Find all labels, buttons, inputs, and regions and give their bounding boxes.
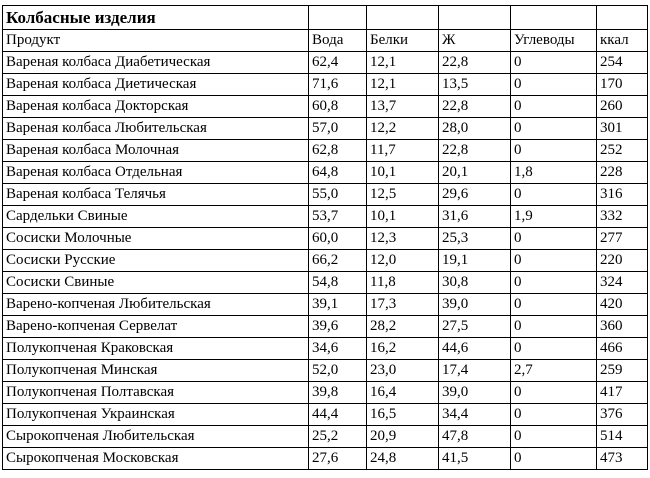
cell-water: 60,8 [309, 96, 367, 118]
cell-product: Вареная колбаса Диетическая [3, 74, 309, 96]
cell-product: Варено-копченая Любительская [3, 294, 309, 316]
cell-product: Вареная колбаса Любительская [3, 118, 309, 140]
cell-water: 60,0 [309, 228, 367, 250]
cell-protein: 11,7 [367, 140, 439, 162]
cell-kcal: 301 [597, 118, 648, 140]
cell-water: 55,0 [309, 184, 367, 206]
cell-water: 71,6 [309, 74, 367, 96]
cell-product: Сырокопченая Любительская [3, 426, 309, 448]
cell-carbs: 1,8 [511, 162, 597, 184]
cell-fat: 28,0 [439, 118, 511, 140]
table-row [3, 96, 648, 118]
cell-kcal: 228 [597, 162, 648, 184]
cell-protein: 11,8 [367, 272, 439, 294]
cell-protein: 16,2 [367, 338, 439, 360]
cell-water: 54,8 [309, 272, 367, 294]
cell-carbs: 0 [511, 294, 597, 316]
cell-product: Полукопченая Полтавская [3, 382, 309, 404]
cell-carbs: 0 [511, 272, 597, 294]
table-body [3, 6, 648, 470]
cell-fat: 39,0 [439, 294, 511, 316]
cell-water: 53,7 [309, 206, 367, 228]
cell-fat: 44,6 [439, 338, 511, 360]
cell-protein: 12,5 [367, 184, 439, 206]
cell-carbs: 0 [511, 96, 597, 118]
cell-fat: 27,5 [439, 316, 511, 338]
table-row [3, 338, 648, 360]
cell-kcal: 260 [597, 96, 648, 118]
cell-kcal: 376 [597, 404, 648, 426]
cell-carbs: 0 [511, 118, 597, 140]
cell-carbs: 0 [511, 338, 597, 360]
table-row [3, 52, 648, 74]
header-fat: Ж [439, 30, 511, 52]
cell-water: 39,6 [309, 316, 367, 338]
header-product: Продукт [3, 30, 309, 52]
cell-carbs: 0 [511, 382, 597, 404]
cell-kcal: 220 [597, 250, 648, 272]
cell-carbs: 0 [511, 404, 597, 426]
table-row [3, 294, 648, 316]
table-row [3, 426, 648, 448]
cell-product: Варено-копченая Сервелат [3, 316, 309, 338]
cell-fat: 22,8 [439, 52, 511, 74]
cell-carbs: 0 [511, 74, 597, 96]
table-row [3, 272, 648, 294]
cell-kcal: 360 [597, 316, 648, 338]
cell-protein: 23,0 [367, 360, 439, 382]
header-row [3, 30, 648, 52]
cell-carbs: 0 [511, 426, 597, 448]
cell-fat: 22,8 [439, 140, 511, 162]
cell-product: Сырокопченая Московская [3, 448, 309, 470]
cell-protein: 12,3 [367, 228, 439, 250]
table-row [3, 316, 648, 338]
cell-carbs: 0 [511, 250, 597, 272]
cell-product: Сосиски Молочные [3, 228, 309, 250]
cell-carbs: 1,9 [511, 206, 597, 228]
cell-carbs: 0 [511, 228, 597, 250]
table-title: Колбасные изделия [3, 6, 309, 30]
cell-water: 52,0 [309, 360, 367, 382]
cell-protein: 12,0 [367, 250, 439, 272]
cell-water: 62,8 [309, 140, 367, 162]
cell-water: 57,0 [309, 118, 367, 140]
cell-protein: 12,1 [367, 74, 439, 96]
cell-kcal: 170 [597, 74, 648, 96]
cell-fat: 25,3 [439, 228, 511, 250]
cell-product: Вареная колбаса Диабетическая [3, 52, 309, 74]
cell-water: 39,8 [309, 382, 367, 404]
cell-carbs: 0 [511, 140, 597, 162]
cell-kcal: 277 [597, 228, 648, 250]
table-row [3, 404, 648, 426]
cell-fat: 13,5 [439, 74, 511, 96]
cell-product: Вареная колбаса Докторская [3, 96, 309, 118]
empty-cell [511, 6, 597, 30]
cell-product: Сардельки Свиные [3, 206, 309, 228]
cell-kcal: 324 [597, 272, 648, 294]
empty-cell [439, 6, 511, 30]
table-row [3, 382, 648, 404]
cell-kcal: 259 [597, 360, 648, 382]
cell-protein: 12,2 [367, 118, 439, 140]
cell-fat: 30,8 [439, 272, 511, 294]
cell-fat: 39,0 [439, 382, 511, 404]
cell-fat: 17,4 [439, 360, 511, 382]
cell-water: 25,2 [309, 426, 367, 448]
cell-protein: 12,1 [367, 52, 439, 74]
cell-product: Вареная колбаса Телячья [3, 184, 309, 206]
table-row [3, 228, 648, 250]
cell-fat: 47,8 [439, 426, 511, 448]
cell-water: 39,1 [309, 294, 367, 316]
header-kcal: ккал [597, 30, 648, 52]
cell-protein: 16,5 [367, 404, 439, 426]
cell-water: 64,8 [309, 162, 367, 184]
cell-carbs: 0 [511, 448, 597, 470]
cell-kcal: 252 [597, 140, 648, 162]
cell-carbs: 2,7 [511, 360, 597, 382]
cell-protein: 10,1 [367, 206, 439, 228]
cell-kcal: 466 [597, 338, 648, 360]
cell-protein: 20,9 [367, 426, 439, 448]
cell-kcal: 254 [597, 52, 648, 74]
cell-kcal: 473 [597, 448, 648, 470]
cell-product: Полукопченая Минская [3, 360, 309, 382]
table-row [3, 448, 648, 470]
cell-product: Вареная колбаса Отдельная [3, 162, 309, 184]
empty-cell [597, 6, 648, 30]
cell-fat: 29,6 [439, 184, 511, 206]
table-row [3, 184, 648, 206]
cell-fat: 19,1 [439, 250, 511, 272]
table-row [3, 162, 648, 184]
table-row [3, 74, 648, 96]
cell-water: 66,2 [309, 250, 367, 272]
cell-fat: 34,4 [439, 404, 511, 426]
cell-product: Полукопченая Краковская [3, 338, 309, 360]
nutrition-table [2, 5, 648, 470]
cell-protein: 17,3 [367, 294, 439, 316]
cell-protein: 28,2 [367, 316, 439, 338]
cell-carbs: 0 [511, 184, 597, 206]
table-row [3, 250, 648, 272]
cell-fat: 31,6 [439, 206, 511, 228]
cell-kcal: 417 [597, 382, 648, 404]
table-row [3, 206, 648, 228]
table-row [3, 360, 648, 382]
table-row [3, 140, 648, 162]
cell-fat: 20,1 [439, 162, 511, 184]
cell-protein: 24,8 [367, 448, 439, 470]
header-water: Вода [309, 30, 367, 52]
cell-product: Сосиски Свиные [3, 272, 309, 294]
cell-fat: 22,8 [439, 96, 511, 118]
cell-product: Полукопченая Украинская [3, 404, 309, 426]
header-carbs: Углеводы [511, 30, 597, 52]
cell-water: 27,6 [309, 448, 367, 470]
cell-protein: 16,4 [367, 382, 439, 404]
cell-product: Сосиски Русские [3, 250, 309, 272]
cell-carbs: 0 [511, 316, 597, 338]
title-row [3, 6, 648, 30]
cell-carbs: 0 [511, 52, 597, 74]
cell-water: 44,4 [309, 404, 367, 426]
cell-water: 34,6 [309, 338, 367, 360]
cell-product: Вареная колбаса Молочная [3, 140, 309, 162]
cell-fat: 41,5 [439, 448, 511, 470]
cell-protein: 10,1 [367, 162, 439, 184]
cell-water: 62,4 [309, 52, 367, 74]
cell-protein: 13,7 [367, 96, 439, 118]
cell-kcal: 316 [597, 184, 648, 206]
header-protein: Белки [367, 30, 439, 52]
cell-kcal: 514 [597, 426, 648, 448]
table-row [3, 118, 648, 140]
cell-kcal: 420 [597, 294, 648, 316]
empty-cell [309, 6, 367, 30]
cell-kcal: 332 [597, 206, 648, 228]
empty-cell [367, 6, 439, 30]
